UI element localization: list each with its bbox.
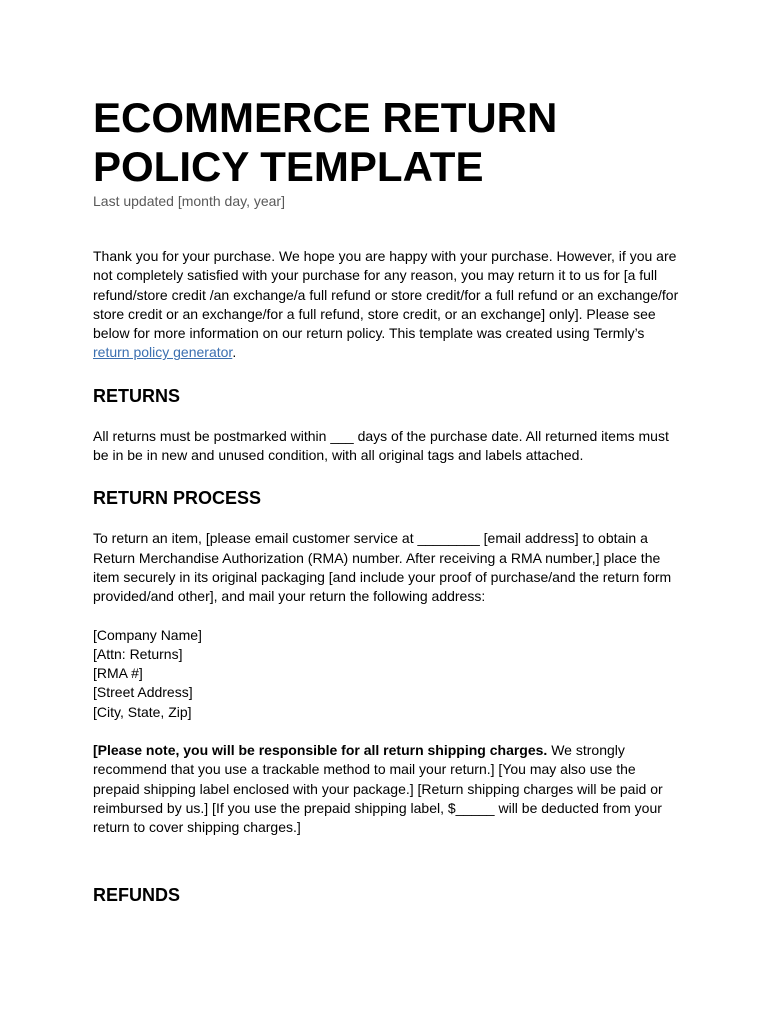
- address-company: [Company Name]: [93, 626, 202, 643]
- returns-paragraph: All returns must be postmarked within ___ days of the purchase date. All returned items must be in be in new and unused condition, with all original tags and labels attached.: [93, 427, 669, 464]
- address-rma: [RMA #]: [93, 665, 143, 682]
- shipping-note-paragraph: [93, 741, 683, 837]
- return-address: [93, 626, 683, 722]
- intro-text: Thank you for your purchase. We hope you are happy with your purchase. However, if you are not completely satisfied with your purchase for any reason, you may return it to us for [a full refund/store credit /an exchange/a full refund or store credit/for a full refund or an exchange/for store credit or an exchange/for a full refund, store credit, or an exchange] only]. Please see below for more information on our return policy. This template was created using Termly’s: [93, 248, 679, 342]
- last-updated: Last updated [month day, year]: [93, 193, 285, 209]
- address-street: [Street Address]: [93, 684, 193, 701]
- intro-paragraph: [93, 247, 683, 363]
- document-page: [93, 93, 683, 906]
- intro-after-link: .: [232, 344, 237, 361]
- title-line-1: ECOMMERCE RETURN: [93, 94, 558, 141]
- refunds-heading: REFUNDS: [93, 884, 181, 905]
- address-attn: [Attn: Returns]: [93, 645, 183, 662]
- return-process-heading: RETURN PROCESS: [93, 488, 262, 509]
- returns-heading: RETURNS: [93, 385, 181, 406]
- page-title: [93, 93, 683, 191]
- title-line-2: POLICY TEMPLATE: [93, 143, 484, 190]
- address-city: [City, State, Zip]: [93, 703, 192, 720]
- return-policy-generator-link[interactable]: return policy generator: [93, 344, 233, 361]
- shipping-note-bold: [Please note, you will be responsible for all return shipping charges.: [93, 742, 548, 759]
- return-process-paragraph: To return an item, [please email customer service at ________ [email address] to obtain a Return Merchandise Authorization (RMA) number. After receiving a RMA number,] place the item securely in its original packaging [and include your proof of purchase/and the return form provided/and other], and mail your return the following address:: [93, 530, 672, 605]
- shipping-note-text: We strongly recommend that you use a trackable method to mail your return.] [You may also use the prepaid shipping label enclosed with your package.] [Return shipping charges will be paid or reimbursed by us.] [If you use the prepaid shipping label, $_____ will be deducted from your return to cover shipping charges.]: [93, 742, 663, 836]
